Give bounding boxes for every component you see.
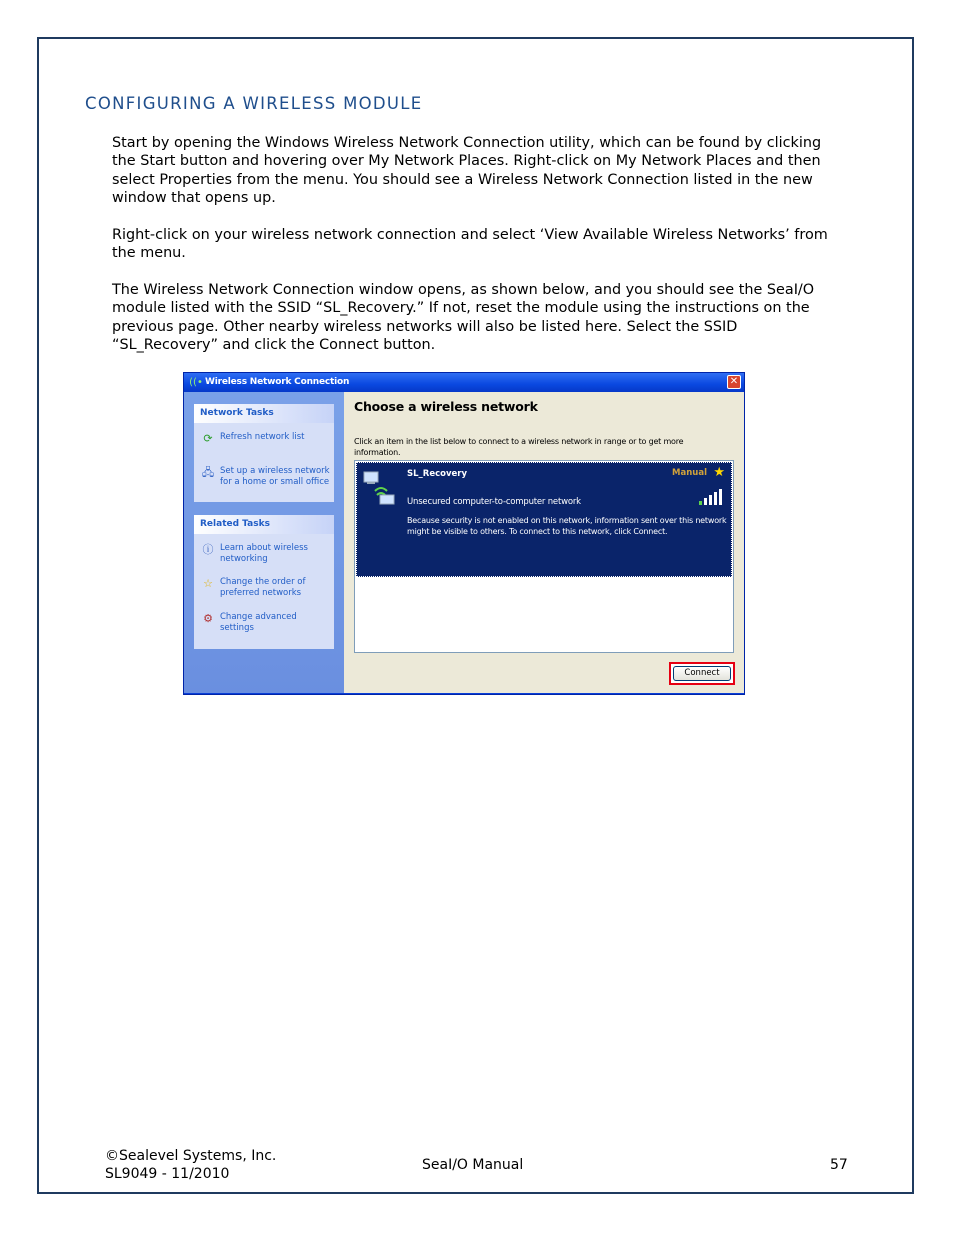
wireless-connection-window bbox=[183, 372, 745, 695]
chooser-description: Click an item in the list below to connect to a wireless network in range or to get more information. bbox=[354, 437, 684, 457]
task-label: Set up a wireless network for a home or small office bbox=[220, 466, 330, 487]
footer-left bbox=[105, 1147, 276, 1183]
paragraph-2: Right-click on your wireless network connection and select ‘View Available Wireless Networks’ from the menu. bbox=[112, 227, 828, 262]
computer-network-icon bbox=[361, 469, 397, 505]
network-list[interactable] bbox=[354, 460, 734, 653]
paragraph-1: Start by opening the Windows Wireless Network Connection utility, which can be found by clicking the Start button and hovering over My Network Places. Right-click on My Network Places and then select Properties from the menu. You should see a Wireless Network Connection listed in the new window that opens up. bbox=[112, 135, 822, 207]
refresh-icon: ⟳ bbox=[203, 432, 213, 445]
task-pane bbox=[184, 392, 344, 693]
star-icon: ☆ bbox=[203, 577, 213, 590]
network-tasks-panel bbox=[194, 404, 334, 502]
network-mode: Manual bbox=[672, 468, 707, 478]
signal-strength-icon bbox=[699, 488, 723, 505]
task-label: Change advanced settings bbox=[220, 612, 297, 633]
task-label: Change the order of preferred networks bbox=[220, 577, 306, 598]
connect-button[interactable]: Connect bbox=[673, 666, 731, 681]
task-label: Refresh network list bbox=[220, 432, 305, 442]
network-chooser-pane bbox=[344, 392, 744, 693]
paragraph-3: The Wireless Network Connection window opens, as shown below, and you should see the SeaI/O module listed with the SSID “SL_Recovery.” If not, reset the module using the instructions on the previous page. Other nearby wireless networks will also be listed here. Select the SSID “SL_Recovery” and click the Connect button. bbox=[112, 282, 815, 354]
section-title: CONFIGURING A WIRELESS MODULE bbox=[85, 94, 423, 113]
task-label: Learn about wireless networking bbox=[220, 543, 308, 564]
page-number: 57 bbox=[830, 1157, 848, 1173]
document-id: SL9049 - 11/2010 bbox=[105, 1166, 230, 1182]
copyright-text: ©Sealevel Systems, Inc. bbox=[105, 1148, 277, 1164]
settings-icon: ⚙ bbox=[203, 612, 213, 625]
wireless-icon: ((• bbox=[189, 377, 203, 388]
manual-title: SeaI/O Manual bbox=[422, 1157, 524, 1173]
preferred-star-icon: ★ bbox=[713, 465, 725, 480]
window-title: Wireless Network Connection bbox=[205, 377, 350, 387]
window-titlebar[interactable] bbox=[184, 373, 744, 392]
network-ssid: SL_Recovery bbox=[407, 469, 468, 479]
connect-button-highlight bbox=[669, 662, 735, 685]
chooser-heading: Choose a wireless network bbox=[354, 399, 538, 414]
close-button[interactable]: ✕ bbox=[727, 375, 741, 389]
related-tasks-panel bbox=[194, 515, 334, 649]
info-icon: ⓘ bbox=[202, 543, 214, 556]
related-tasks-heading[interactable]: Related Tasks bbox=[194, 515, 334, 534]
network-security: Unsecured computer-to-computer network bbox=[407, 497, 581, 507]
network-security-warning: Because security is not enabled on this network, information sent over this network might be visible to others. To connect to this network, click Connect. bbox=[407, 516, 727, 536]
setup-network-icon: 🖧 bbox=[201, 466, 215, 479]
network-item-sl-recovery[interactable] bbox=[356, 462, 732, 577]
network-tasks-heading[interactable]: Network Tasks bbox=[194, 404, 334, 423]
